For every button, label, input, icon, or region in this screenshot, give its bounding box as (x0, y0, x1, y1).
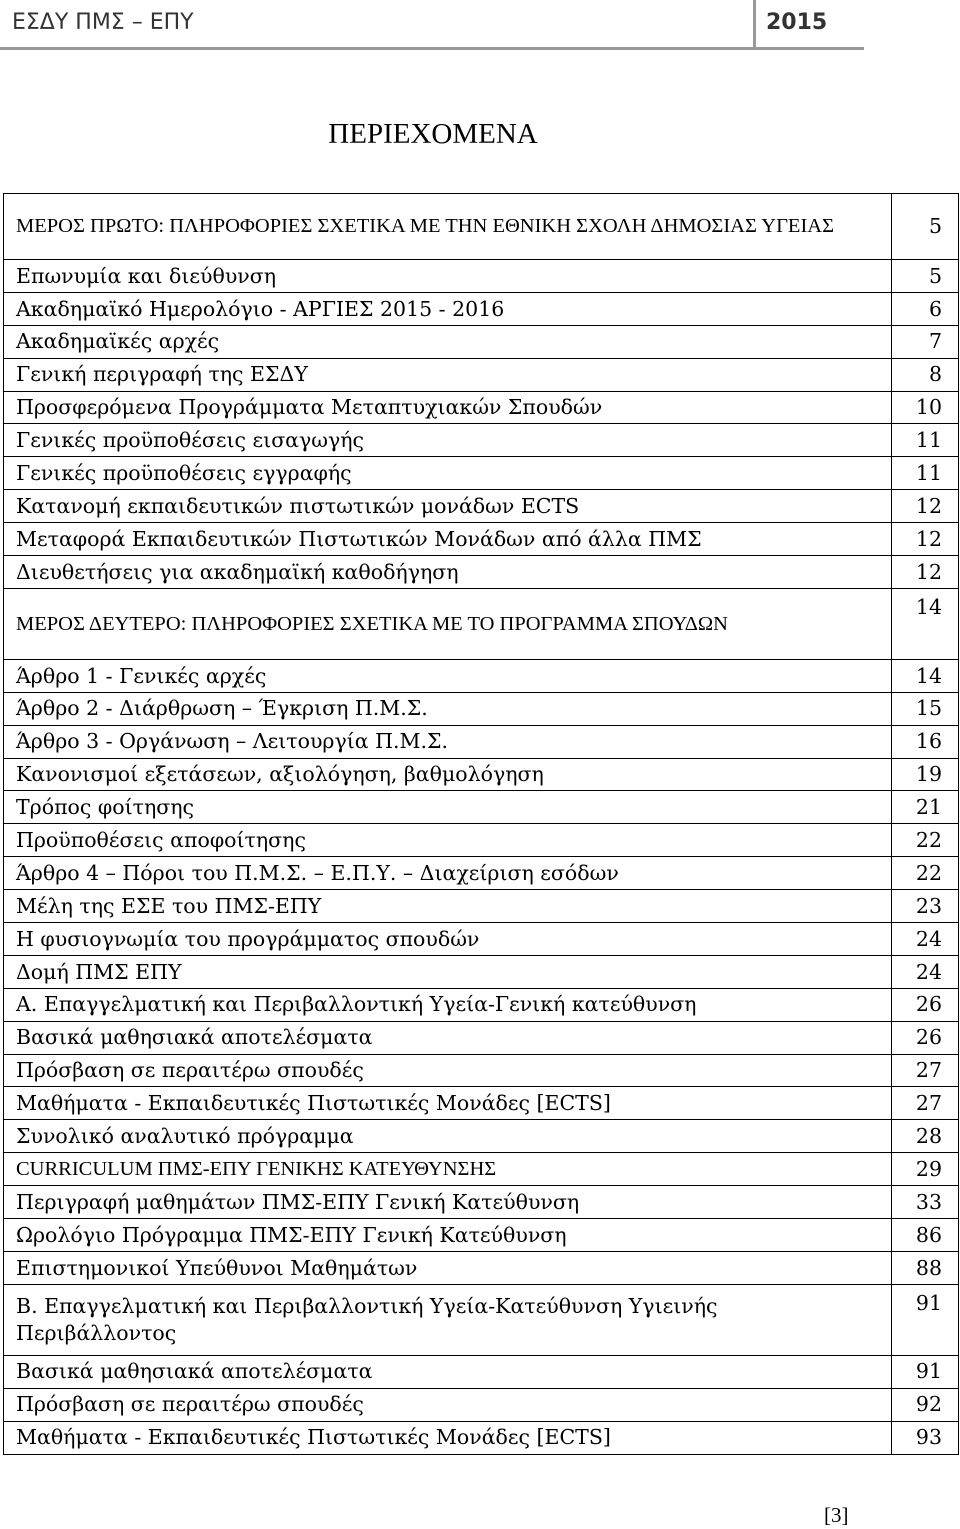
toc-entry-title: Επωνυμία και διεύθυνση (4, 260, 892, 293)
toc-entry-page: 11 (892, 424, 959, 457)
header-rule (0, 47, 864, 50)
toc-entry-page: 21 (892, 791, 959, 824)
toc-entry-page: 12 (892, 556, 959, 589)
toc-entry-page: 11 (892, 457, 959, 490)
table-of-contents (3, 193, 959, 1455)
toc-entry-title: Άρθρο 4 – Πόροι του Π.Μ.Σ. – Ε.Π.Υ. – Διαχείριση εσόδων (4, 857, 892, 890)
toc-entry-title: Μέλη της ΕΣΕ του ΠΜΣ-ΕΠΥ (4, 890, 892, 923)
toc-row (4, 923, 959, 956)
toc-entry-title: ΜΕΡΟΣ ΔΕΥΤΕΡΟ: ΠΛΗΡΟΦΟΡΙΕΣ ΣΧΕΤΙΚΑ ΜΕ ΤΟ ΠΡΟΓΡΑΜΜΑ ΣΠΟΥΔΩΝ (4, 588, 892, 659)
toc-entry-page: 29 (892, 1153, 959, 1186)
toc-entry-page: 12 (892, 490, 959, 523)
toc-entry-title: Β. Επαγγελματική και Περιβαλλοντική Υγεία-Κατεύθυνση Υγιεινής Περιβάλλοντος (4, 1284, 892, 1355)
toc-entry-title: Προσφερόμενα Προγράμματα Μεταπτυχιακών Σπουδών (4, 391, 892, 424)
toc-entry-title: Γενικές προϋποθέσεις εγγραφής (4, 457, 892, 490)
toc-entry-page: 27 (892, 1087, 959, 1120)
toc-row (4, 1219, 959, 1252)
toc-entry-title: Πρόσβαση σε περαιτέρω σπουδές (4, 1054, 892, 1087)
toc-row (4, 391, 959, 424)
toc-row (4, 1153, 959, 1186)
toc-entry-page: 14 (892, 659, 959, 692)
toc-entry-title: Άρθρο 1 - Γενικές αρχές (4, 659, 892, 692)
toc-entry-title: Περιγραφή μαθημάτων ΠΜΣ-ΕΠΥ Γενική Κατεύθυνση (4, 1186, 892, 1219)
toc-entry-title: CURRICULUM ΠΜΣ-ΕΠΥ ΓΕΝΙΚΗΣ ΚΑΤΕΥΘΥΝΣΗΣ (4, 1153, 892, 1186)
toc-entry-page: 6 (892, 292, 959, 325)
toc-row (4, 523, 959, 556)
toc-entry-page: 14 (892, 588, 959, 659)
toc-entry-page: 24 (892, 955, 959, 988)
toc-row (4, 490, 959, 523)
header-divider (753, 0, 756, 48)
toc-entry-title: Κατανομή εκπαιδευτικών πιστωτικών μονάδων ECTS (4, 490, 892, 523)
toc-entry-page: 23 (892, 890, 959, 923)
toc-entry-page: 26 (892, 988, 959, 1021)
toc-row (4, 1186, 959, 1219)
toc-entry-page: 8 (892, 358, 959, 391)
toc-entry-title: Δομή ΠΜΣ ΕΠΥ (4, 955, 892, 988)
running-header (0, 0, 960, 50)
toc-entry-page: 19 (892, 758, 959, 791)
toc-entry-page: 12 (892, 523, 959, 556)
toc-row (4, 791, 959, 824)
toc-entry-page: 88 (892, 1251, 959, 1284)
toc-row (4, 758, 959, 791)
toc-row (4, 260, 959, 293)
toc-entry-page: 5 (892, 194, 959, 260)
toc-row (4, 725, 959, 758)
toc-entry-title: Επιστημονικοί Υπεύθυνοι Μαθημάτων (4, 1251, 892, 1284)
toc-entry-title: Διευθετήσεις για ακαδημαϊκή καθοδήγηση (4, 556, 892, 589)
toc-entry-page: 10 (892, 391, 959, 424)
toc-entry-title: Προϋποθέσεις αποφοίτησης (4, 824, 892, 857)
toc-row (4, 1284, 959, 1355)
toc-entry-page: 92 (892, 1388, 959, 1421)
toc-entry-title: Η φυσιογνωμία του προγράμματος σπουδών (4, 923, 892, 956)
toc-row (4, 1087, 959, 1120)
toc-row (4, 457, 959, 490)
toc-entry-title: Μαθήματα - Εκπαιδευτικές Πιστωτικές Μονάδες [ECTS] (4, 1421, 892, 1454)
toc-entry-title: Κανονισμοί εξετάσεων, αξιολόγηση, βαθμολόγηση (4, 758, 892, 791)
toc-row (4, 890, 959, 923)
toc-row (4, 1355, 959, 1388)
toc-row (4, 659, 959, 692)
toc-row (4, 292, 959, 325)
toc-entry-page: 91 (892, 1355, 959, 1388)
toc-row (4, 692, 959, 725)
toc-entry-title: Μαθήματα - Εκπαιδευτικές Πιστωτικές Μονάδες [ECTS] (4, 1087, 892, 1120)
toc-entry-page: 15 (892, 692, 959, 725)
toc-entry-title: Βασικά μαθησιακά αποτελέσματα (4, 1355, 892, 1388)
toc-entry-title: Άρθρο 2 - Διάρθρωση – Έγκριση Π.Μ.Σ. (4, 692, 892, 725)
toc-entry-page: 33 (892, 1186, 959, 1219)
toc-entry-title: Τρόπος φοίτησης (4, 791, 892, 824)
header-year: 2015 (766, 10, 828, 35)
toc-entry-page: 16 (892, 725, 959, 758)
toc-row (4, 955, 959, 988)
toc-entry-page: 22 (892, 824, 959, 857)
toc-entry-title: Ωρολόγιο Πρόγραμμα ΠΜΣ-ΕΠΥ Γενική Κατεύθυνση (4, 1219, 892, 1252)
toc-entry-title: Βασικά μαθησιακά αποτελέσματα (4, 1021, 892, 1054)
toc-row (4, 358, 959, 391)
toc-row (4, 194, 959, 260)
toc-row (4, 1421, 959, 1454)
toc-row (4, 824, 959, 857)
toc-row (4, 1251, 959, 1284)
header-title: ΕΣΔΥ ΠΜΣ – ΕΠΥ (12, 10, 194, 35)
toc-entry-title: Πρόσβαση σε περαιτέρω σπουδές (4, 1388, 892, 1421)
toc-row (4, 424, 959, 457)
toc-row (4, 325, 959, 358)
page-number: [3] (824, 1503, 849, 1527)
toc-row (4, 1054, 959, 1087)
toc-entry-page: 93 (892, 1421, 959, 1454)
toc-entry-title: Άρθρο 3 - Οργάνωση – Λειτουργία Π.Μ.Σ. (4, 725, 892, 758)
toc-entry-title: Μεταφορά Εκπαιδευτικών Πιστωτικών Μονάδων από άλλα ΠΜΣ (4, 523, 892, 556)
toc-entry-page: 5 (892, 260, 959, 293)
toc-entry-title: Γενική περιγραφή της ΕΣΔΥ (4, 358, 892, 391)
toc-entry-page: 86 (892, 1219, 959, 1252)
toc-entry-page: 22 (892, 857, 959, 890)
toc-entry-title: Ακαδημαϊκές αρχές (4, 325, 892, 358)
toc-entry-page: 26 (892, 1021, 959, 1054)
toc-row (4, 588, 959, 659)
toc-entry-title: Ακαδημαϊκό Ημερολόγιο - ΑΡΓΙΕΣ 2015 - 2016 (4, 292, 892, 325)
toc-entry-page: 7 (892, 325, 959, 358)
toc-entry-title: Γενικές προϋποθέσεις εισαγωγής (4, 424, 892, 457)
toc-entry-title: Α. Επαγγελματική και Περιβαλλοντική Υγεία-Γενική κατεύθυνση (4, 988, 892, 1021)
toc-entry-page: 28 (892, 1120, 959, 1153)
toc-entry-page: 24 (892, 923, 959, 956)
toc-entry-title: Συνολικό αναλυτικό πρόγραμμα (4, 1120, 892, 1153)
toc-entry-title: ΜΕΡΟΣ ΠΡΩΤΟ: ΠΛΗΡΟΦΟΡΙΕΣ ΣΧΕΤΙΚΑ ΜΕ ΤΗΝ ΕΘΝΙΚΗ ΣΧΟΛΗ ΔΗΜΟΣΙΑΣ ΥΓΕΙΑΣ (4, 194, 892, 260)
toc-row (4, 988, 959, 1021)
toc-row (4, 1388, 959, 1421)
toc-row (4, 1021, 959, 1054)
toc-row (4, 556, 959, 589)
toc-row (4, 857, 959, 890)
toc-row (4, 1120, 959, 1153)
toc-entry-page: 27 (892, 1054, 959, 1087)
toc-entry-page: 91 (892, 1284, 959, 1355)
page-title: ΠΕΡΙΕΧΟΜΕΝΑ (328, 118, 538, 150)
